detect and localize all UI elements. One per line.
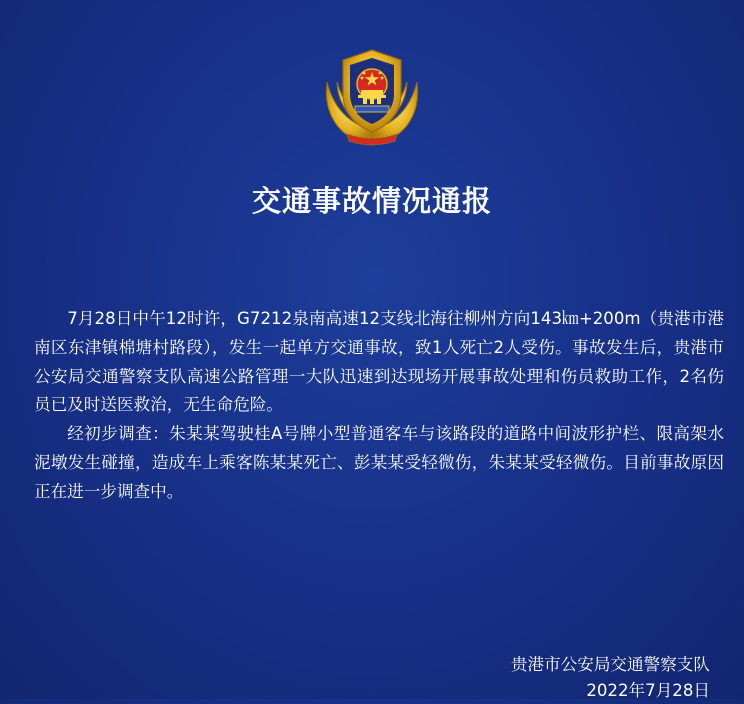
notice-signature (511, 652, 710, 704)
issue-date: 2022年7月28日 (586, 681, 710, 700)
notice-paragraph-1: 7月28日中午12时许，G7212泉南高速12支线北海往柳州方向143㎞+200m（贵港市港南区东津镇棉塘村路段），发生一起单方交通事故，致1人死亡2人受伤。事故发生后，贵港市公安局交通警察支队高速公路管理一大队迅速到达现场开展事故处理和伤员救助工作，2名伤员已及时送医救治，无生命危险。 (34, 309, 724, 415)
notice-body (34, 305, 724, 507)
notice-paragraph-2: 经初步调查：朱某某驾驶桂A号牌小型普通客车与该路段的道路中间波形护栏、限高架水泥墩发生碰撞，造成车上乘客陈某某死亡、彭某某受轻微伤，朱某某受轻微伤。目前事故原因正在进一步调查中。 (34, 424, 724, 501)
issuer-name: 贵港市公安局交通警察支队 (510, 655, 710, 674)
notice-title: 交通事故情况通报 (251, 184, 492, 218)
police-emblem-icon (317, 44, 427, 150)
